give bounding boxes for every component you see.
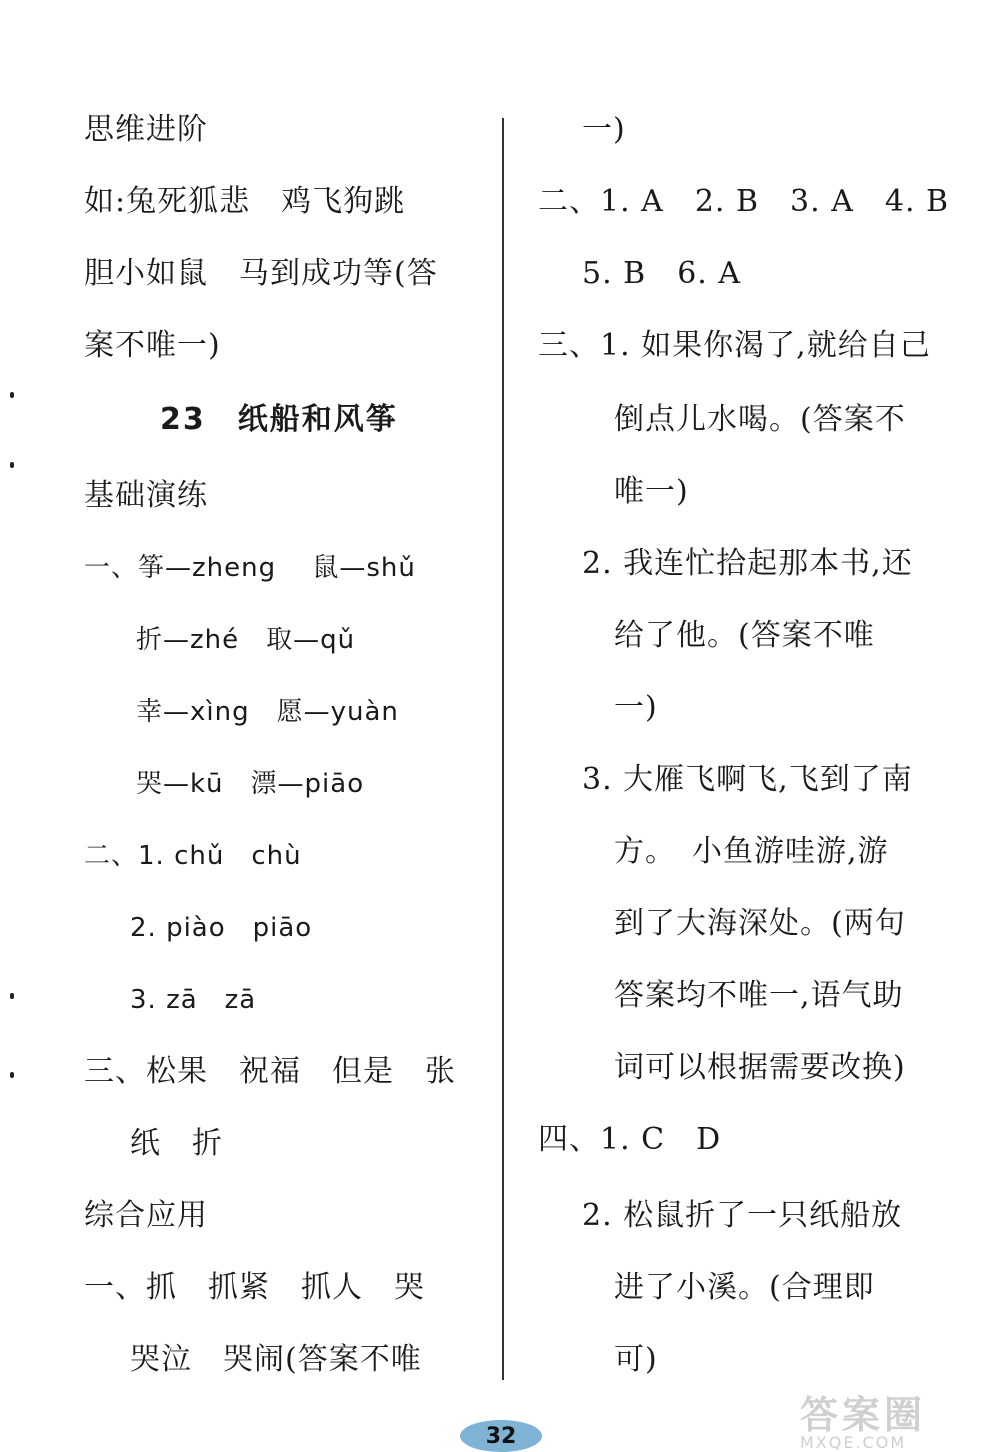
right-answer-line: 一) [582,112,626,147]
watermark-top: 答案圈 [800,1393,927,1437]
left-answer-line: 二、1. chǔ chù [84,841,302,871]
column-divider [502,118,504,1380]
left-answer-line: 哭—kū 漂—piāo [136,769,365,799]
left-answer-line: 如:兔死狐悲 鸡飞狗跳 [84,184,406,219]
page-number-badge [460,1420,542,1452]
watermark-logo [800,1395,990,1451]
right-answer-line: 可) [614,1342,658,1377]
right-answer-line: 5. B 6. A [582,256,742,291]
margin-dot [10,993,14,999]
margin-dot [10,462,14,468]
left-answer-line: 3. zā zā [130,985,257,1015]
right-answer-line: 2. 我连忙拾起那本书,还 [582,546,913,581]
margin-dot [10,392,14,398]
left-answer-line: 综合应用 [84,1198,208,1233]
page-number: 32 [485,1423,517,1449]
right-answer-line: 进了小溪。(合理即 [614,1270,875,1305]
right-answer-line: 词可以根据需要改换) [614,1050,906,1085]
left-answer-line: 思维进阶 [84,112,208,147]
left-answer-line: 2. piào piāo [130,913,313,943]
left-answer-line: 纸 折 [130,1126,223,1161]
right-answer-line: 到了大海深处。(两句 [614,906,906,941]
left-answer-line: 折—zhé 取—qǔ [136,625,356,655]
left-answer-line: 案不唯一) [84,328,221,363]
margin-dot [10,1072,14,1078]
right-answer-line: 二、1. A 2. B 3. A 4. B [538,184,950,219]
right-answer-line: 倒点儿水喝。(答案不 [614,402,906,437]
right-answer-line: 三、1. 如果你渴了,就给自己 [538,328,931,363]
left-answer-line: 基础演练 [84,478,208,513]
right-answer-line: 一) [614,690,658,725]
right-answer-line: 四、1. C D [538,1122,722,1157]
right-answer-line: 答案均不唯一,语气助 [614,978,904,1013]
left-answer-line: 胆小如鼠 马到成功等(答 [84,256,438,291]
left-answer-line: 三、松果 祝福 但是 张 [84,1054,456,1089]
left-answer-line: 哭泣 哭闹(答案不唯 [130,1342,422,1377]
left-answer-line: 一、抓 抓紧 抓人 哭 [84,1270,425,1305]
right-answer-line: 3. 大雁飞啊飞,飞到了南 [582,762,913,797]
left-answer-line: 一、筝—zheng 鼠—shǔ [84,553,416,583]
right-answer-line: 给了他。(答案不唯 [614,618,875,653]
right-answer-line: 方。 小鱼游哇游,游 [614,834,889,869]
watermark-bottom: MXQE.COM [800,1433,907,1452]
left-answer-line: 幸—xìng 愿—yuàn [136,697,399,727]
right-answer-line: 2. 松鼠折了一只纸船放 [582,1198,903,1233]
left-answer-line: 23 纸船和风筝 [160,402,398,437]
right-answer-line: 唯一) [614,474,689,509]
